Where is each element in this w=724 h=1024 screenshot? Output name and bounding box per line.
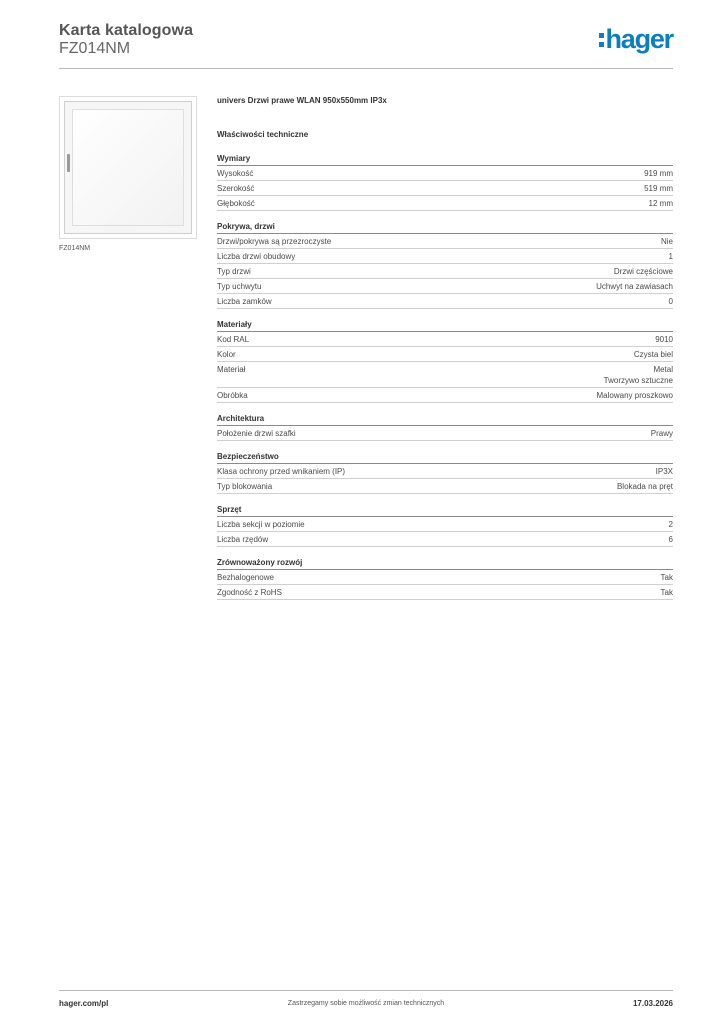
- property-value: [644, 168, 673, 179]
- property-value: [597, 390, 673, 401]
- property-row: [217, 294, 673, 309]
- footer-note: Zastrzegamy sobie możliwość zmian technicznych: [287, 1000, 445, 1007]
- property-label: Typ blokowania: [217, 482, 273, 491]
- property-sections: [217, 153, 673, 600]
- property-value: [655, 334, 673, 345]
- property-section: [217, 451, 673, 494]
- property-row: [217, 264, 673, 279]
- property-value-line: 9010: [655, 335, 673, 344]
- property-value-line: Czysta biel: [633, 350, 673, 359]
- property-value-line: Drzwi częściowe: [613, 267, 673, 276]
- section-title: Bezpieczeństwo: [217, 451, 673, 464]
- property-row: [217, 279, 673, 294]
- property-value: [644, 183, 673, 194]
- property-value: [661, 236, 673, 247]
- property-section: [217, 153, 673, 211]
- property-label: Obróbka: [217, 391, 248, 400]
- property-value-line: 519 mm: [644, 184, 673, 193]
- property-value-line: 919 mm: [644, 169, 673, 178]
- product-details: [217, 95, 673, 600]
- property-value-line: Prawy: [650, 429, 673, 438]
- property-section: [217, 557, 673, 600]
- property-row: [217, 388, 673, 403]
- property-value-line: Blokada na pręt: [616, 482, 673, 491]
- footer-date: 17.03.2026: [632, 999, 673, 1008]
- property-row: [217, 332, 673, 347]
- property-label: Liczba drzwi obudowy: [217, 252, 296, 261]
- property-label: Materiał: [217, 365, 246, 374]
- property-label: Liczba rzędów: [217, 535, 269, 544]
- property-value: [617, 481, 673, 492]
- property-value-line: IP3X: [655, 467, 673, 476]
- property-label: Drzwi/pokrywa są przezroczyste: [217, 237, 332, 246]
- property-row: [217, 585, 673, 600]
- section-title: Zrównoważony rozwój: [217, 557, 673, 570]
- property-row: [217, 234, 673, 249]
- property-value-line: 12 mm: [648, 199, 673, 208]
- property-label: Kolor: [217, 350, 236, 359]
- property-label: Klasa ochrony przed wnikaniem (IP): [217, 467, 346, 476]
- property-value: [634, 349, 673, 360]
- property-value: [651, 428, 673, 439]
- footer-url[interactable]: hager.com/pl: [59, 999, 109, 1008]
- logo-text: hager: [605, 24, 673, 54]
- property-row: [217, 166, 673, 181]
- property-value: [669, 519, 673, 530]
- property-row: [217, 196, 673, 211]
- property-row: [217, 464, 673, 479]
- property-value-line: 2: [668, 520, 673, 529]
- property-label: Kod RAL: [217, 335, 250, 344]
- property-value: [661, 587, 673, 598]
- property-value-line: Tworzywo sztuczne: [603, 376, 673, 385]
- property-row: [217, 249, 673, 264]
- property-row: [217, 347, 673, 362]
- property-value-line: Nie: [660, 237, 673, 246]
- door-handle-icon: [67, 154, 70, 172]
- property-label: Typ drzwi: [217, 267, 251, 276]
- property-value-line: Uchwyt na zawiasach: [596, 282, 673, 291]
- logo-mark-icon: [599, 33, 604, 47]
- page-header: [59, 20, 673, 69]
- property-label: Zgodność z RoHS: [217, 588, 282, 597]
- document-title: Karta katalogowa: [59, 22, 194, 39]
- section-title: Materiały: [217, 319, 673, 332]
- property-value-line: 0: [668, 297, 673, 306]
- property-section: [217, 221, 673, 309]
- property-value: [604, 364, 673, 386]
- property-value: [649, 198, 673, 209]
- property-label: Położenie drzwi szafki: [217, 429, 296, 438]
- property-value: [614, 266, 673, 277]
- properties-title: Właściwości techniczne: [217, 130, 309, 139]
- property-section: [217, 413, 673, 441]
- property-value: [661, 572, 673, 583]
- property-section: [217, 504, 673, 547]
- section-title: Sprzęt: [217, 504, 673, 517]
- door-panel-icon: [64, 101, 192, 234]
- property-value: [669, 534, 673, 545]
- property-value-line: Tak: [660, 588, 673, 597]
- property-label: Szerokość: [217, 184, 255, 193]
- product-code: FZ014NM: [59, 40, 131, 57]
- property-label: Typ uchwytu: [217, 282, 262, 291]
- property-value-line: 6: [668, 535, 673, 544]
- property-row: [217, 479, 673, 494]
- door-glass-panel: [72, 109, 184, 226]
- page-footer: [59, 990, 673, 1008]
- property-value-line: 1: [668, 252, 673, 261]
- section-title: Wymiary: [217, 153, 673, 166]
- property-label: Wysokość: [217, 169, 254, 178]
- section-title: Pokrywa, drzwi: [217, 221, 673, 234]
- property-row: [217, 532, 673, 547]
- property-section: [217, 319, 673, 403]
- property-value-line: Tak: [660, 573, 673, 582]
- hager-logo: [599, 24, 673, 54]
- property-row: [217, 181, 673, 196]
- product-name: univers Drzwi prawe WLAN 950x550mm IP3x: [217, 96, 387, 105]
- property-value: [656, 466, 673, 477]
- property-label: Liczba sekcji w poziomie: [217, 520, 305, 529]
- property-row: [217, 517, 673, 532]
- image-caption: FZ014NM: [59, 245, 91, 252]
- property-label: Głębokość: [217, 199, 255, 208]
- property-value: [596, 281, 673, 292]
- property-value: [669, 251, 673, 262]
- property-row: [217, 570, 673, 585]
- property-value-line: Metal: [653, 365, 673, 374]
- property-row: [217, 426, 673, 441]
- product-image: [59, 96, 197, 239]
- property-row: [217, 362, 673, 388]
- property-label: Bezhalogenowe: [217, 573, 274, 582]
- section-title: Architektura: [217, 413, 673, 426]
- property-value-line: Malowany proszkowo: [596, 391, 673, 400]
- property-label: Liczba zamków: [217, 297, 272, 306]
- property-value: [669, 296, 673, 307]
